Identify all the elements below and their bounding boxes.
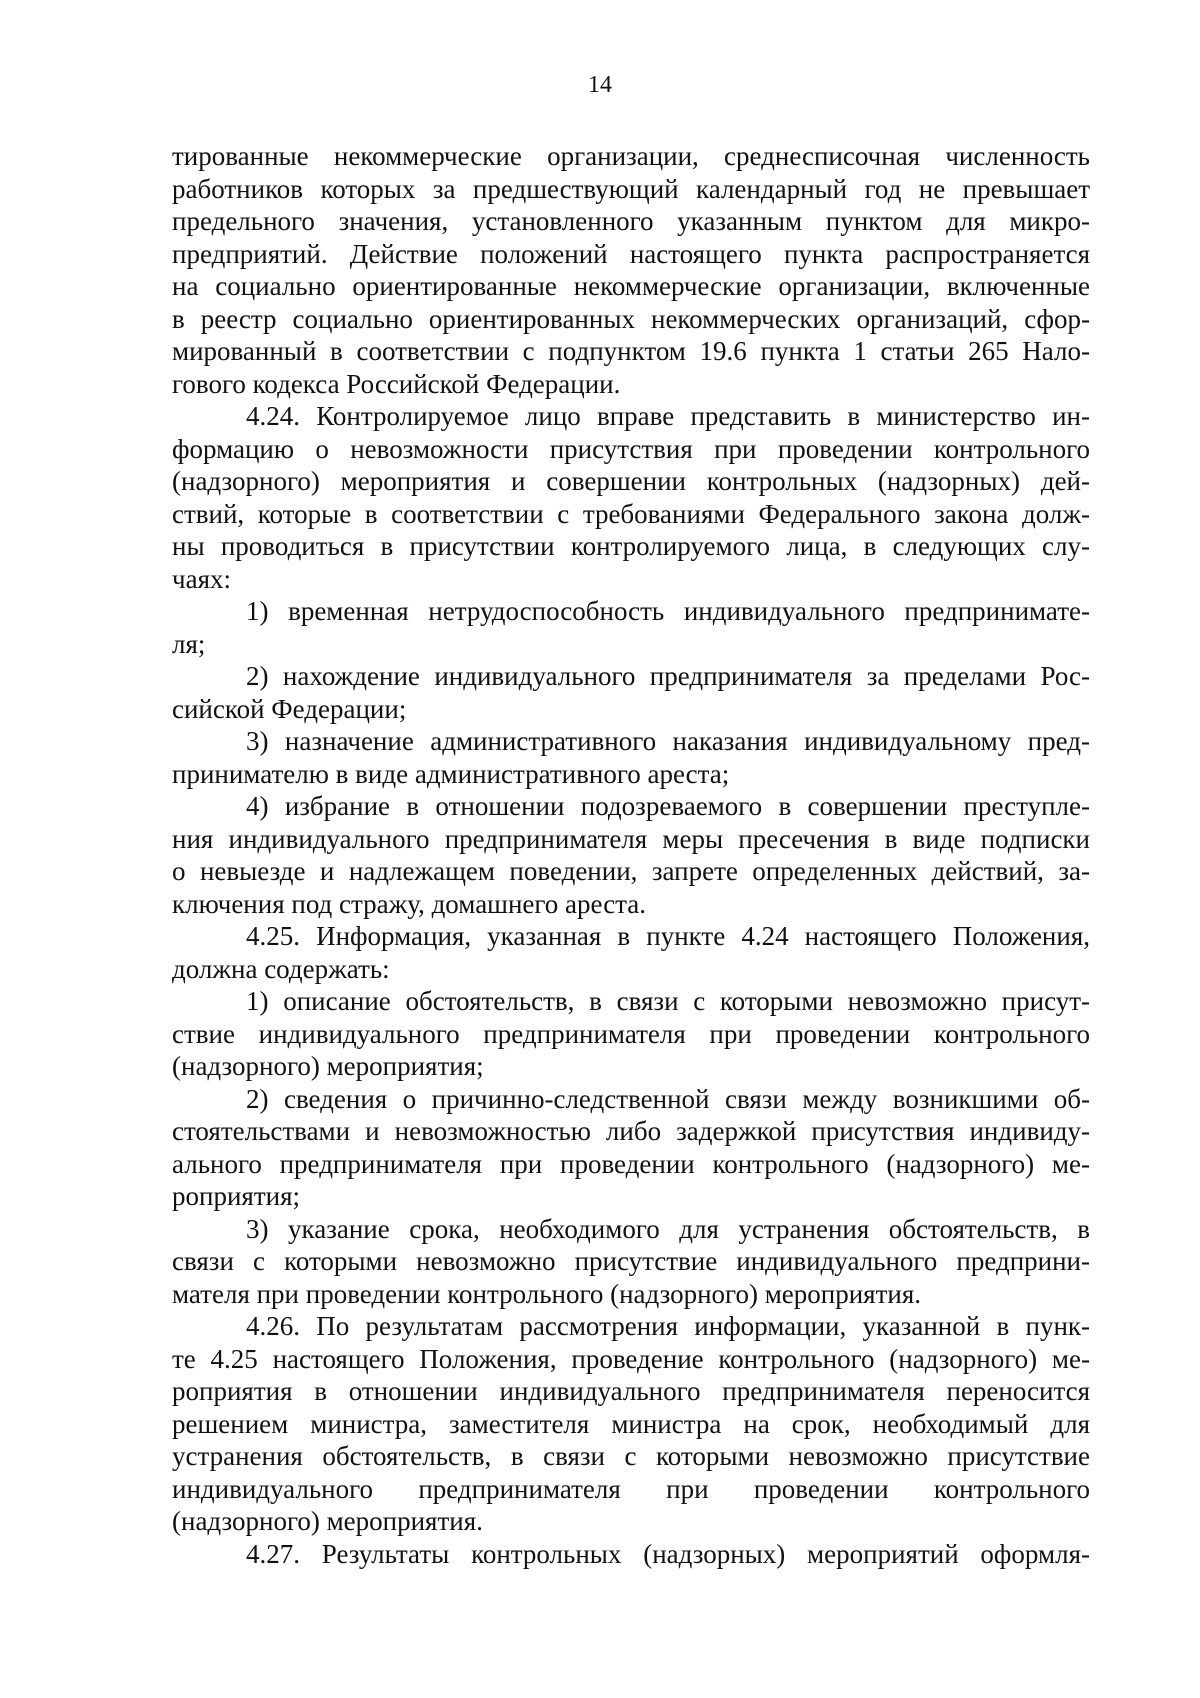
text-line: ключения под стражу, домашнего ареста.	[172, 888, 647, 919]
document-body	[172, 140, 1090, 1570]
text-line: (надзорного) мероприятия и совершении контрольных (надзорных) дей-	[172, 466, 1090, 496]
text-line: (надзорного) мероприятия.	[172, 1506, 483, 1536]
text-line: предприятий. Действие положений настоящего пункта распространяется	[172, 238, 1090, 269]
text-line: 4.27. Результаты контрольных (надзорных) мероприятий оформля-	[246, 1538, 1090, 1569]
text-line: роприятия в отношении индивидуального предпринимателя переносится	[172, 1376, 1090, 1406]
text-line: 1) временная нетрудоспособность индивидуального предпринимате-	[246, 596, 1090, 626]
text-line: ствие индивидуального предпринимателя при проведении контрольного	[172, 1018, 1090, 1049]
text-line: ствий, которые в соответствии с требованиями Федерального закона долж-	[172, 498, 1090, 529]
text-line: ального предпринимателя при проведении контрольного (надзорного) ме-	[172, 1148, 1090, 1179]
text-line: чаях:	[172, 563, 231, 594]
text-line: связи с которыми невозможно присутствие индивидуального предприни-	[172, 1246, 1090, 1276]
text-line: те 4.25 настоящего Положения, проведение контрольного (надзорного) ме-	[172, 1343, 1090, 1374]
text-line: 4) избрание в отношении подозреваемого в совершении преступле-	[246, 791, 1090, 821]
text-line: устранения обстоятельств, в связи с которыми невозможно присутствие	[172, 1441, 1090, 1471]
text-line: в реестр социально ориентированных некоммерческих организаций, сфор-	[172, 303, 1090, 334]
text-line: предельного значения, установленного указанным пунктом для микро-	[172, 206, 1090, 236]
text-line: решением министра, заместителя министра на срок, необходимый для	[172, 1408, 1090, 1439]
text-line: (надзорного) мероприятия;	[172, 1051, 484, 1081]
text-line: формацию о невозможности присутствия при проведении контрольного	[172, 433, 1090, 464]
text-line: сийской Федерации;	[172, 693, 407, 724]
text-line: принимателю в виде административного ареста;	[172, 758, 730, 789]
text-line: должна содержать:	[172, 953, 390, 984]
text-line: 4.26. По результатам рассмотрения информации, указанной в пунк-	[246, 1311, 1090, 1341]
text-line: роприятия;	[172, 1181, 300, 1211]
page-number: 14	[588, 72, 612, 98]
text-line: тированные некоммерческие организации, среднесписочная численность	[172, 141, 1090, 171]
text-line: 1) описание обстоятельств, в связи с которыми невозможно присут-	[246, 986, 1090, 1016]
text-line: 4.25. Информация, указанная в пункте 4.24 настоящего Положения,	[246, 921, 1090, 951]
text-line: ния индивидуального предпринимателя меры пресечения в виде подписки	[172, 823, 1090, 854]
text-line: ны проводиться в присутствии контролируемого лица, в следующих слу-	[172, 531, 1090, 561]
text-line: 4.24. Контролируемое лицо вправе представить в министерство ин-	[246, 401, 1090, 431]
text-line: стоятельствами и невозможностью либо задержкой присутствия индивиду-	[172, 1116, 1090, 1146]
text-line: работников которых за предшествующий календарный год не превышает	[172, 173, 1090, 204]
text-line: ля;	[172, 628, 206, 659]
text-line: мированный в соответствии с подпунктом 19.6 пункта 1 статьи 265 Нало-	[172, 336, 1090, 366]
text-line: на социально ориентированные некоммерческие организации, включенные	[172, 271, 1090, 301]
text-line: 3) назначение административного наказания индивидуальному пред-	[246, 726, 1090, 756]
text-line: индивидуального предпринимателя при проведении контрольного	[172, 1473, 1090, 1504]
text-line: 2) сведения о причинно-следственной связи между возникшими об-	[246, 1083, 1090, 1114]
text-line: о невыезде и надлежащем поведении, запрете определенных действий, за-	[172, 856, 1090, 886]
text-line: гового кодекса Российской Федерации.	[172, 368, 621, 399]
text-line: 3) указание срока, необходимого для устранения обстоятельств, в	[246, 1213, 1090, 1244]
text-line: 2) нахождение индивидуального предпринимателя за пределами Рос-	[246, 661, 1090, 691]
text-line: мателя при проведении контрольного (надзорного) мероприятия.	[172, 1278, 921, 1309]
